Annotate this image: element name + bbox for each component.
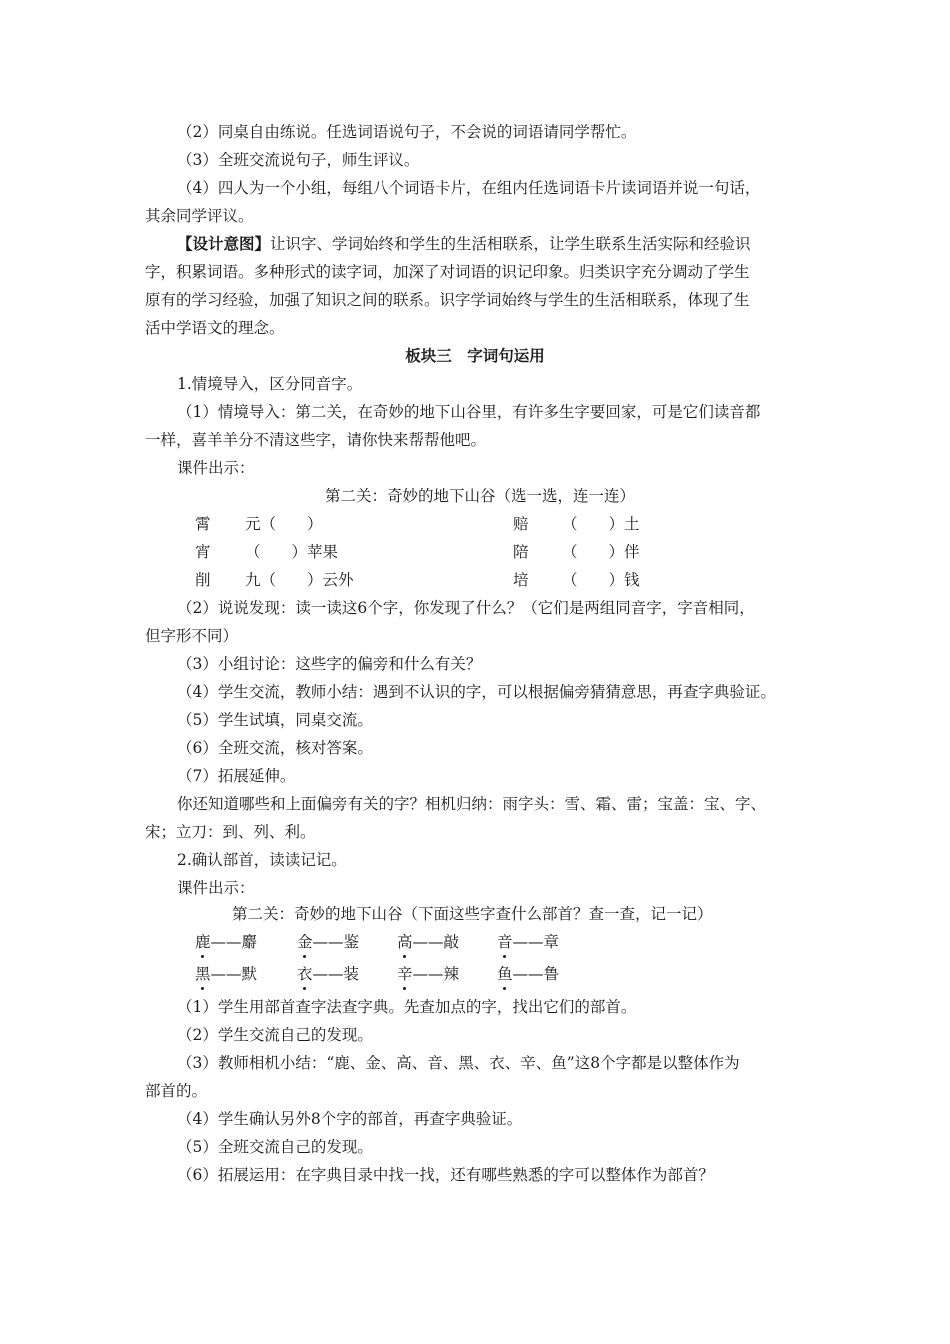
exercise-char: 赔 [513,515,529,533]
exercise-char: 宵 [195,543,211,561]
dotted-char: 音 [497,933,513,951]
paragraph: （1）情境导入：第二关，在奇妙的地下山谷里，有许多生字要回家，可是它们读音都 [177,403,761,421]
paragraph: 一样，喜羊羊分不清这些字，请你快来帮帮他吧。 [145,431,487,449]
paragraph: （7）拓展延伸。 [177,767,296,785]
exercise-blank: 九（ ）云外 [245,571,354,589]
radical-pair: 黑——默 [195,965,258,983]
exercise-char: 陪 [513,543,529,561]
paragraph: 其余同学评议。 [145,207,254,225]
exercise-blank: （ ）苹果 [245,543,339,561]
radical-pair: 高——敲 [397,933,460,951]
paragraph: 原有的学习经验，加强了知识之间的联系。识字学词始终与学生的生活相联系，体现了生 [145,291,750,309]
courseware-label: 课件出示： [177,879,255,897]
paragraph: （1）学生用部首查字法查字典。先查加点的字，找出它们的部首。 [177,998,637,1016]
paragraph: （2）学生交流自己的发现。 [177,1026,373,1044]
paragraph: 字，积累词语。多种形式的读字词，加深了对词语的识记印象。归类识字充分调动了学生 [145,263,750,281]
exercise-blank: 元（ ） [245,515,323,533]
paragraph: （5）全班交流自己的发现。 [177,1138,373,1156]
paragraph: 但字形不同） [145,627,239,645]
exercise-char: 培 [513,571,529,589]
paragraph: （6）拓展运用：在字典目录中找一找，还有哪些熟悉的字可以整体作为部首？ [177,1166,714,1184]
step-title: 2.确认部首，读读记记。 [177,851,347,869]
radical-pair: 音——章 [497,933,560,951]
dotted-char: 金 [297,933,313,951]
paragraph: 部首的。 [145,1082,208,1100]
paragraph: （3）全班交流说句子，师生评议。 [177,151,420,169]
design-intent-label: 【设计意图】 [177,234,271,253]
exercise-blank: （ ）土 [562,515,640,533]
exercise-title: 第二关：奇妙的地下山谷（选一选，连一连） [325,487,636,505]
radical-pair: 辛——辣 [397,965,460,983]
dotted-char: 辛 [397,965,413,983]
step-title: 1.情境导入，区分同音字。 [177,375,363,393]
dotted-char: 黑 [195,965,211,983]
paragraph: （2）同桌自由练说。任选词语说句子，不会说的词语请同学帮忙。 [177,123,637,141]
exercise-blank: （ ）钱 [562,571,640,589]
paragraph: （3）教师相机小结：“鹿、金、高、音、黑、衣、辛、鱼”这8个字都是以整体作为 [177,1054,740,1072]
dotted-char: 鹿 [195,933,211,951]
paragraph: 你还知道哪些和上面偏旁有关的字？相机归纳：雨字头：雪、霜、雷；宝盖：宝、字、 [177,795,767,813]
dotted-char: 鱼 [497,965,513,983]
section-heading: 板块三 字词句运用 [405,346,545,365]
dotted-char: 衣 [297,965,313,983]
paragraph: 宋；立刀：到、列、利。 [145,823,316,841]
exercise-char: 削 [195,571,211,589]
radical-pair: 鹿——麝 [195,933,258,951]
paragraph: （6）全班交流，核对答案。 [177,739,373,757]
paragraph: （4）学生确认另外8个字的部首，再查字典验证。 [177,1110,523,1128]
paragraph: （2）说说发现：读一读这6个字，你发现了什么？（它们是两组同音字，字音相同， [177,599,755,617]
radical-pair: 鱼——鲁 [497,965,560,983]
paragraph: 活中学语文的理念。 [145,319,285,337]
exercise-title: 第二关：奇妙的地下山谷（下面这些字查什么部首？查一查，记一记） [232,905,713,923]
exercise-char: 霄 [195,515,211,533]
radical-pair: 衣——装 [297,965,360,983]
courseware-label: 课件出示： [177,459,255,477]
paragraph: （5）学生试填，同桌交流。 [177,711,373,729]
paragraph: （3）小组讨论：这些字的偏旁和什么有关？ [177,655,482,673]
exercise-blank: （ ）伴 [562,543,640,561]
paragraph: （4）四人为一个小组，每组八个词语卡片，在组内任选词语卡片读词语并说一句话， [177,179,761,197]
design-intent-paragraph: 【设计意图】让识字、学词始终和学生的生活相联系，让学生联系生活实际和经验识 [177,234,751,253]
paragraph: （4）学生交流，教师小结：遇到不认识的字，可以根据偏旁猜猜意思，再查字典验证。 [177,683,776,701]
dotted-char: 高 [397,933,413,951]
radical-pair: 金——鉴 [297,933,360,951]
